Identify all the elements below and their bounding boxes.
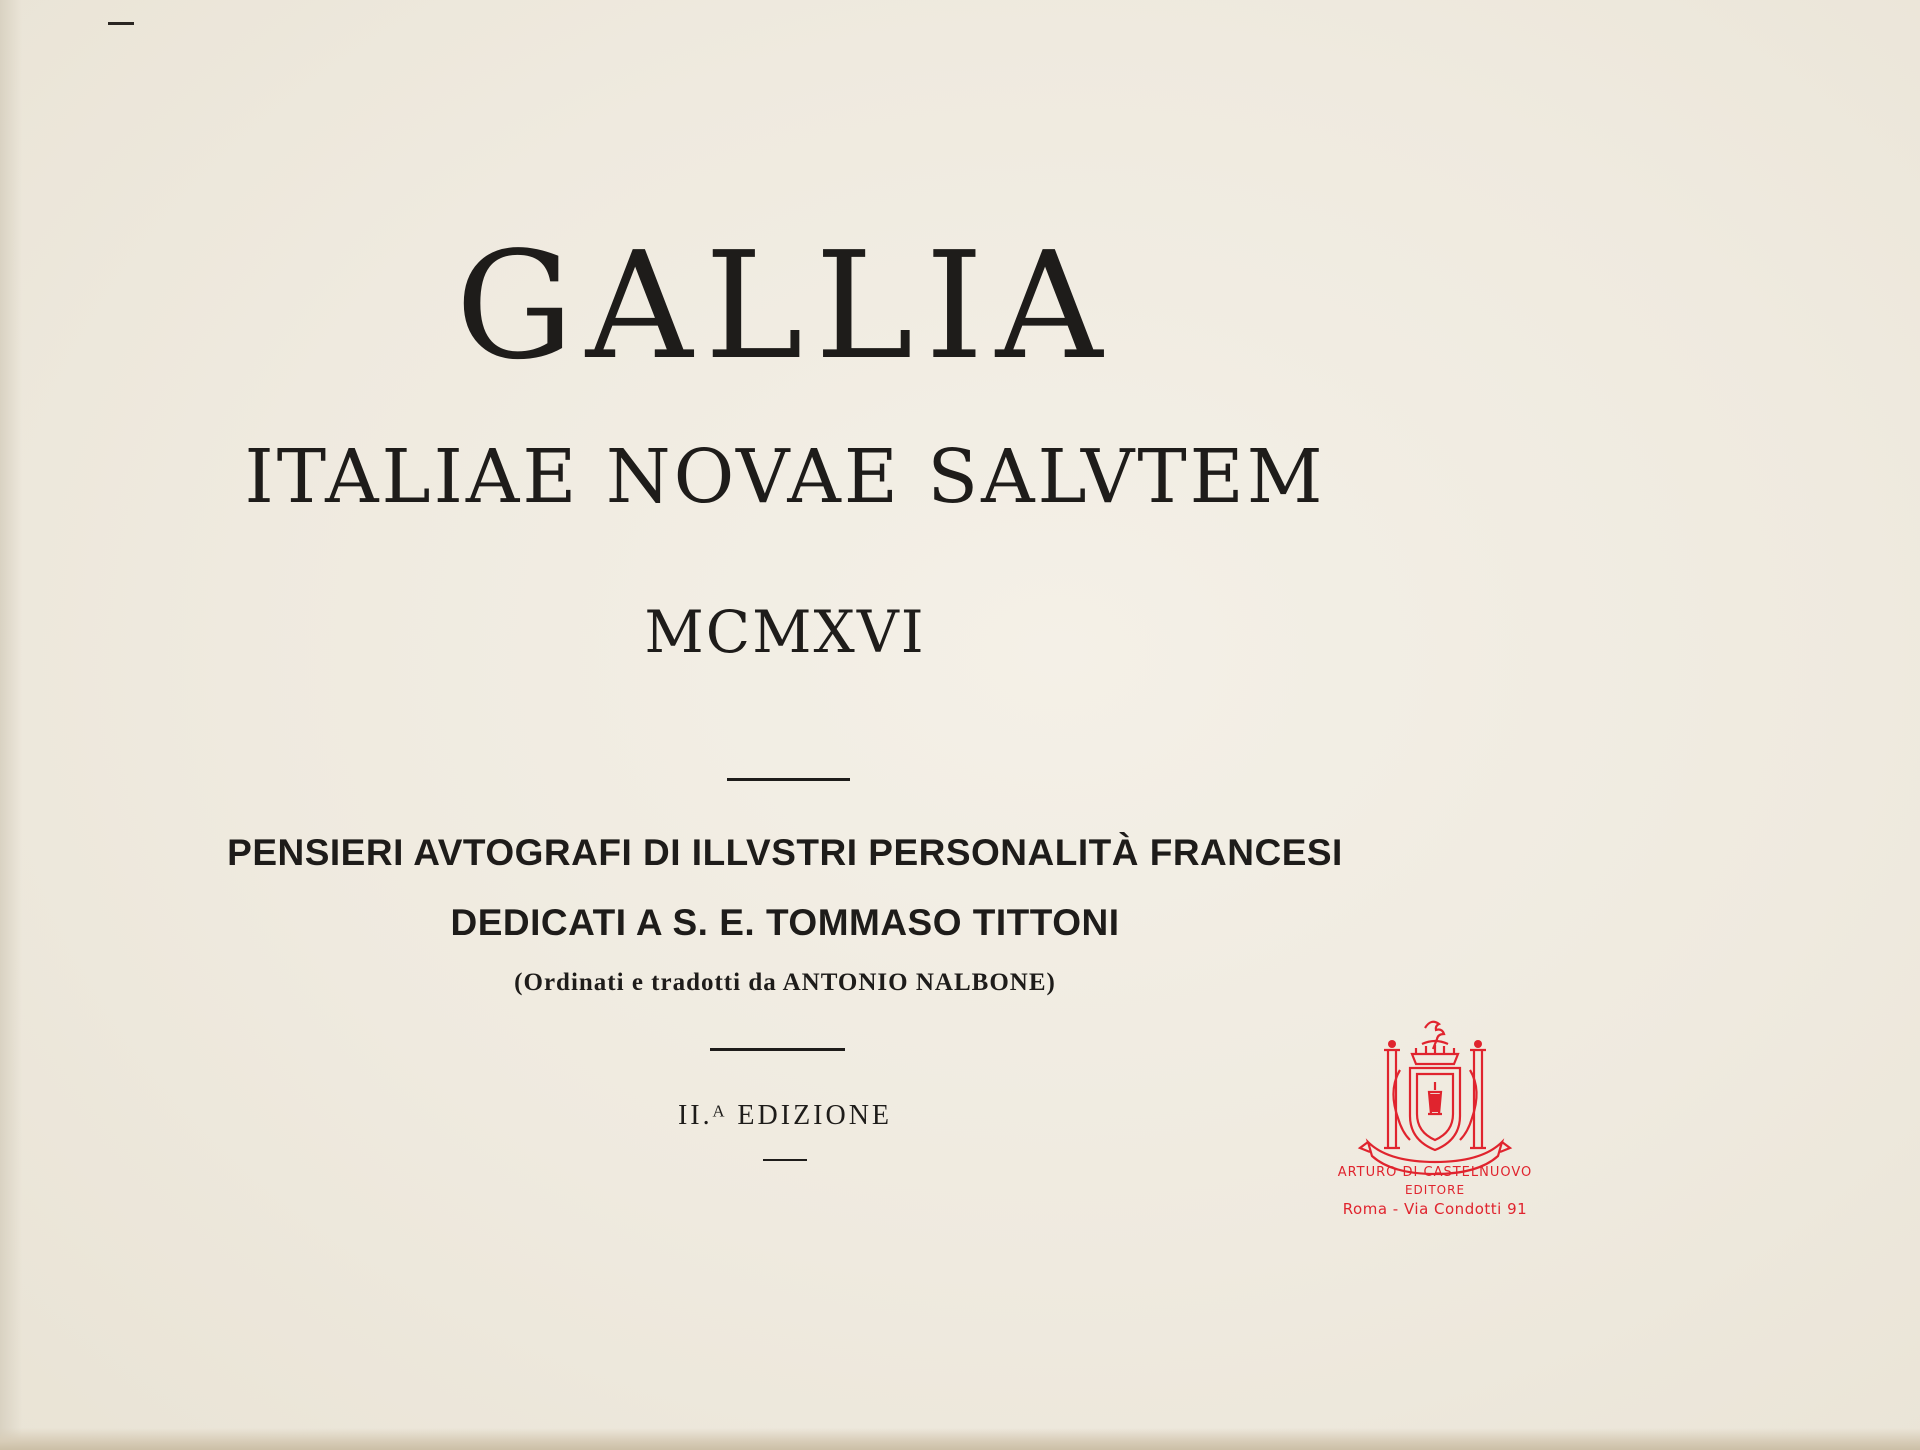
translator-line: (Ordinati e tradotti da ANTONIO NALBONE) xyxy=(514,969,1056,996)
publisher-role: EDITORE xyxy=(1404,1183,1466,1197)
top-dash-mark xyxy=(108,22,134,25)
dedication-line: DEDICATI A S. E. TOMMASO TITTONI xyxy=(450,902,1120,943)
divider-rule xyxy=(710,1048,845,1051)
page-edge xyxy=(0,1428,1920,1450)
book-subtitle: ITALIAE NOVAE SALVTEM xyxy=(244,434,1326,520)
publication-year: MCMXVI xyxy=(644,598,926,666)
divider-rule xyxy=(727,778,850,781)
publisher-seal-icon xyxy=(1330,1010,1540,1230)
description-line: PENSIERI AVTOGRAFI DI ILLVSTRI PERSONALITÀ FRANCESI xyxy=(227,832,1343,873)
divider-rule-small xyxy=(763,1159,807,1161)
publisher-address: Roma - Via Condotti 91 xyxy=(1342,1200,1528,1218)
edition-label: II.ᴬ EDIZIONE xyxy=(677,1100,893,1131)
book-title: GALLIA xyxy=(455,220,1115,392)
publisher-name: ARTURO DI CASTELNUOVO xyxy=(1337,1165,1533,1180)
spine-shadow xyxy=(0,0,22,1450)
